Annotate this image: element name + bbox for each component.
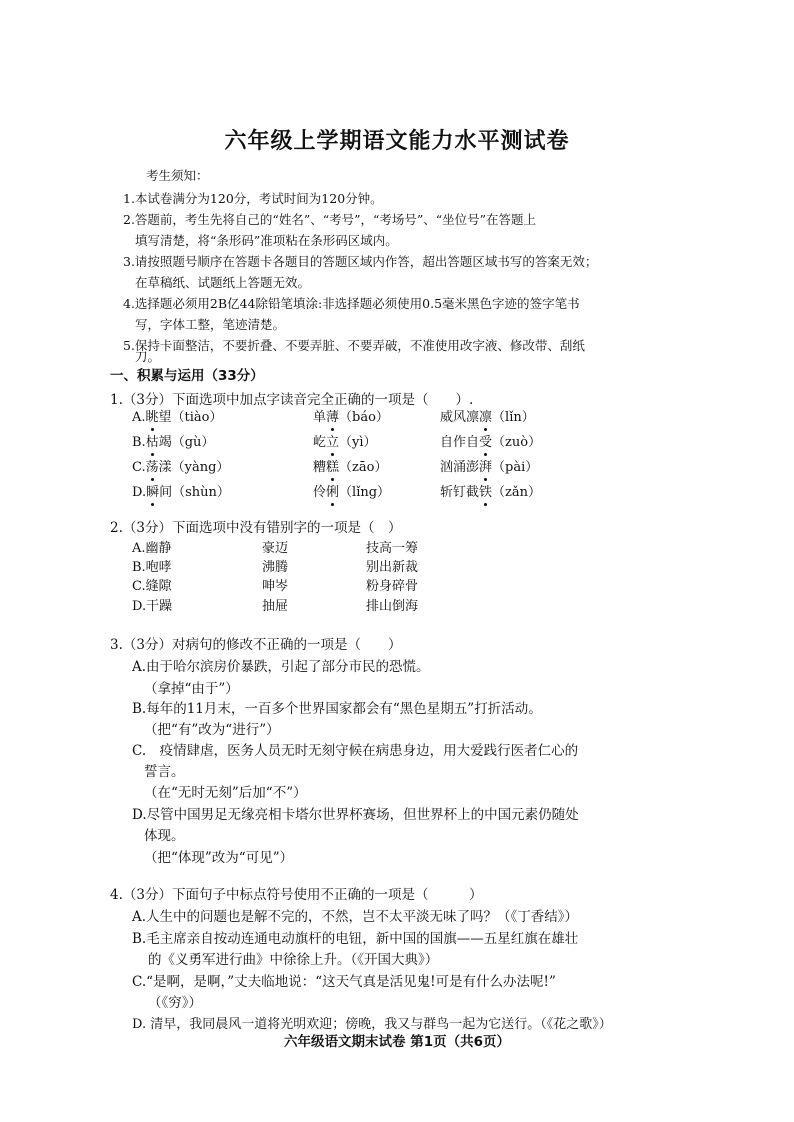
q3-option-c-cont: 誓言。 (144, 764, 185, 780)
q4-option-c-cont: （《穷》） (148, 995, 202, 1011)
q1-option-a-word2 (313, 406, 389, 425)
q4-option-b-cont: 的《义勇军进行曲》中徐徐上升。（《开国大典》） (148, 952, 439, 968)
dotted-char: 铁 (479, 481, 492, 500)
notice-line: 3.请按照题号顺序在答题卡各题目的答题区域内作答，超出答题区域书写的答案无效； (123, 254, 598, 269)
q2-word: 别出新裁 (366, 560, 419, 575)
q2-word: 技高一筹 (366, 541, 419, 556)
notice-line: 4.选择题必须用2B亿44除铅笔填涂:非选择题必须使用0.5毫米黑色字迹的签字笔书 (123, 296, 580, 311)
question-stem: 2.（3分）下面选项中没有错别字的一项是（ ） (110, 520, 402, 536)
option-text: 漾（yàng） (158, 460, 230, 475)
q1-option-c-word3 (440, 456, 538, 475)
q4-option-c[interactable]: C.“是啊，是啊，”丈夫临地说：“这天气真是活见鬼!可是有什么办法呢!” (132, 974, 556, 990)
q1-option-c[interactable] (132, 456, 229, 475)
option-text: （zāo） (339, 460, 388, 475)
q2-word: 粉身碎骨 (366, 579, 419, 594)
option-text: （báo） (339, 410, 389, 425)
page-footer: 六年级语文期末试卷 第1页（共6页） (284, 1034, 510, 1050)
option-letter: A. (132, 410, 146, 425)
dotted-char: 荡 (146, 456, 159, 475)
option-text: 望（tiào） (158, 410, 223, 425)
dotted-char: 眺 (146, 406, 159, 425)
q1-option-c-word2 (313, 456, 387, 475)
dotted-char: 受 (479, 431, 492, 450)
q3-option-b[interactable]: B.每年的11月末，一百多个世界国家都会有“黑色星期五”打折活动。 (132, 701, 542, 717)
q3-option-a-fix: （拿掉“由于”） (144, 681, 239, 697)
q4-option-d[interactable]: D. 清早，我同晨风一道将光明欢迎；傍晚，我又与群鸟一起为它送行。（《花之歌》） (132, 1017, 612, 1032)
dotted-char: 俐 (326, 481, 339, 500)
option-text: （lǐng） (339, 485, 391, 500)
q4-option-a[interactable]: A.人生中的问题也是解不完的，不然，岂不太平淡无味了吗？（《丁香结》） (132, 909, 579, 925)
option-text: 威风凛 (440, 410, 480, 425)
notice-heading: 考生须知： (146, 168, 209, 183)
notice-line: 刀。 (135, 349, 161, 364)
option-text: （zǎn） (492, 485, 542, 500)
question-stem: 1.（3分）下面选项中加点字读音完全正确的一项是（ ）. (110, 392, 474, 408)
option-text: （lǐn） (492, 410, 535, 425)
dotted-char: 枯 (146, 431, 159, 450)
q3-option-a[interactable]: A.由于哈尔滨房价暴跌，引起了部分市民的恐慌。 (132, 659, 430, 675)
option-text: 间（shùn） (159, 485, 230, 500)
q2-option-a[interactable]: A.幽静 (132, 541, 172, 556)
q2-option-b[interactable]: B.咆哮 (132, 560, 172, 575)
dotted-char: 糕 (326, 456, 339, 475)
option-text: 竭（gù） (158, 435, 215, 450)
option-text: （zuò） (492, 435, 542, 450)
option-text: （pài） (492, 460, 539, 475)
q2-option-c[interactable]: C.缝隙 (132, 579, 172, 594)
option-text: 糟 (313, 460, 327, 475)
q3-option-c[interactable]: C. 疫情肆虐，医务人员无时无刻守候在病患身边，用大爱践行医者仁心的 (132, 743, 579, 759)
option-text: （yì） (339, 435, 377, 450)
dotted-char: 瞬 (146, 481, 159, 500)
notice-line: 填写清楚，将“条形码”准项粘在条形码区域内。 (135, 233, 398, 248)
option-text: 屹 (313, 435, 327, 450)
notice-line: 1.本试卷满分为120分，考试时间为120分钟。 (123, 191, 383, 206)
q3-option-d-cont: 体现。 (144, 828, 185, 844)
q1-option-b-word2 (313, 431, 377, 450)
option-letter: B. (132, 435, 146, 450)
dotted-char: 湃 (479, 456, 492, 475)
q2-word: 呻岑 (262, 579, 289, 594)
notice-line: 5.保持卡面整洁，不要折叠、不要弄脏、不要弄破，不准使用改字液、修改带、刮纸 (123, 338, 585, 353)
q2-option-d[interactable]: D.干躁 (132, 599, 173, 614)
q3-option-d[interactable]: D.尽管中国男足无缘亮相卡塔尔世界杯赛场，但世界杯上的中国元素仍随处 (132, 807, 579, 823)
q1-option-d-word2 (313, 481, 390, 500)
q2-word: 沸腾 (262, 560, 289, 575)
q1-option-a-word3 (440, 406, 535, 425)
notice-line: 在草稿纸、试题纸上答题无效。 (135, 275, 311, 290)
option-letter: D. (132, 485, 147, 500)
option-text: 汹涌澎 (440, 460, 480, 475)
notice-line: 2.答题前，考生先将自己的“姓名”、“考号”，“考场号”、“坐位号”在答题上 (123, 212, 537, 227)
q1-option-a[interactable] (132, 406, 223, 425)
dotted-char: 薄 (326, 406, 339, 425)
section-heading: 一、积累与运用（33分） (110, 368, 264, 384)
q1-option-b-word3 (440, 431, 541, 450)
question-stem: 3.（3分）对病句的修改不正确的一项是（ ） (110, 637, 402, 653)
q2-word: 豪迈 (262, 541, 289, 556)
q1-option-d[interactable] (132, 481, 230, 500)
option-text: 斩钉截 (440, 485, 480, 500)
notice-line: 写，字体工整，笔迹清楚。 (135, 317, 286, 332)
option-text: 伶 (313, 485, 327, 500)
q3-option-c-fix: （在“无时无刻”后加“不”） (144, 785, 307, 801)
q1-option-d-word3 (440, 481, 541, 500)
dotted-char: 立 (326, 431, 339, 450)
q3-option-b-fix: （把“有”改为“进行”） (144, 722, 280, 738)
q4-option-b[interactable]: B.毛主席亲自按动连通电动旗杆的电钮，新中国的国旗——五星红旗在雄壮 (132, 931, 579, 947)
question-stem: 4.（3分）下面句子中标点符号使用不正确的一项是（ ） (110, 887, 483, 903)
option-text: 自作自 (440, 435, 480, 450)
dotted-char: 凛 (479, 406, 492, 425)
option-letter: C. (132, 460, 146, 475)
exam-title: 六年级上学期语文能力水平测试卷 (224, 129, 570, 154)
q2-word: 排山倒海 (366, 599, 419, 614)
q1-option-b[interactable] (132, 431, 214, 450)
q3-option-d-fix: （把“体现”改为“可见”） (144, 850, 294, 866)
option-text: 单 (313, 410, 327, 425)
q2-word: 抽屉 (262, 599, 289, 614)
